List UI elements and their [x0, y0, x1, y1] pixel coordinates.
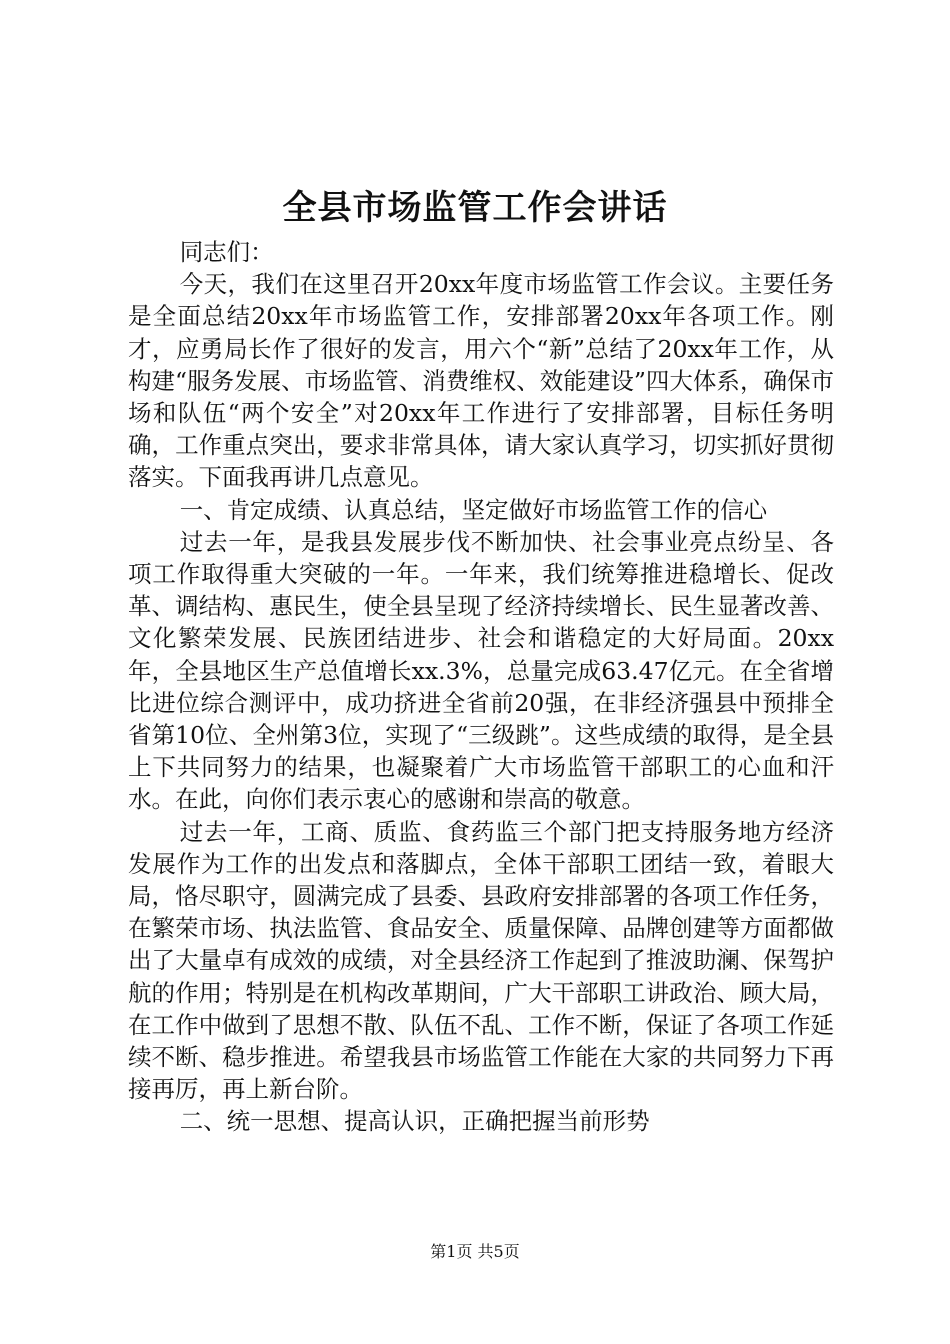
salutation: 同志们：	[179, 238, 274, 266]
page-number: 第1页 共5页	[430, 1242, 520, 1261]
paragraph-achievements: 过去一年，是我县发展步伐不断加快、社会事业亮点纷呈、各项工作取得重大突破的一年。一年来，我们统筹推进稳增长、促改革、调结构、惠民生，使全县呈现了经济持续增长、民生显著改善、文化繁荣发展、民族团结进步、社会和谐稳定的大好局面。20xx年，全县地区生产总值增长xx.3%，总量完成63.47亿元。在全省增比进位综合测评中，成功挤进全省前20强，在非经济强县中预排全省第10位、全州第3位，实现了“三级跳”。这些成绩的取得，是全县上下共同努力的结果，也凝聚着广大市场监管干部职工的心血和汗水。在此，向你们表示衷心的感谢和崇高的敬意。	[128, 527, 834, 814]
paragraph-intro: 今天，我们在这里召开20xx年度市场监管工作会议。主要任务是全面总结20xx年市场监管工作，安排部署20xx年各项工作。刚才，应勇局长作了很好的发言，用六个“新”总结了20xx年工作，从构建“服务发展、市场监管、消费维权、效能建设”四大体系，确保市场和队伍“两个安全”对20xx年工作进行了安排部署，目标任务明确，工作重点突出，要求非常具体，请大家认真学习，切实抓好贯彻落实。下面我再讲几点意见。	[128, 270, 834, 492]
paragraph-departments: 过去一年，工商、质监、食药监三个部门把支持服务地方经济发展作为工作的出发点和落脚点，全体干部职工团结一致，着眼大局，恪尽职守，圆满完成了县委、县政府安排部署的各项工作任务，在繁荣市场、执法监管、食品安全、质量保障、品牌创建等方面都做出了大量卓有成效的成绩，对全县经济工作起到了推波助澜、保驾护航的作用；特别是在机构改革期间，广大干部职工讲政治、顾大局，在工作中做到了思想不散、队伍不乱、工作不断，保证了各项工作延续不断、稳步推进。希望我县市场监管工作能在大家的共同努力下再接再厉，再上新台阶。	[128, 817, 834, 1104]
section-heading-2: 二、统一思想、提高认识，正确把握当前形势	[179, 1107, 650, 1136]
document-body	[128, 236, 834, 1138]
document-title: 全县市场监管工作会讲话	[282, 188, 668, 228]
section-heading-1: 一、肯定成绩、认真总结，坚定做好市场监管工作的信心	[179, 495, 768, 524]
